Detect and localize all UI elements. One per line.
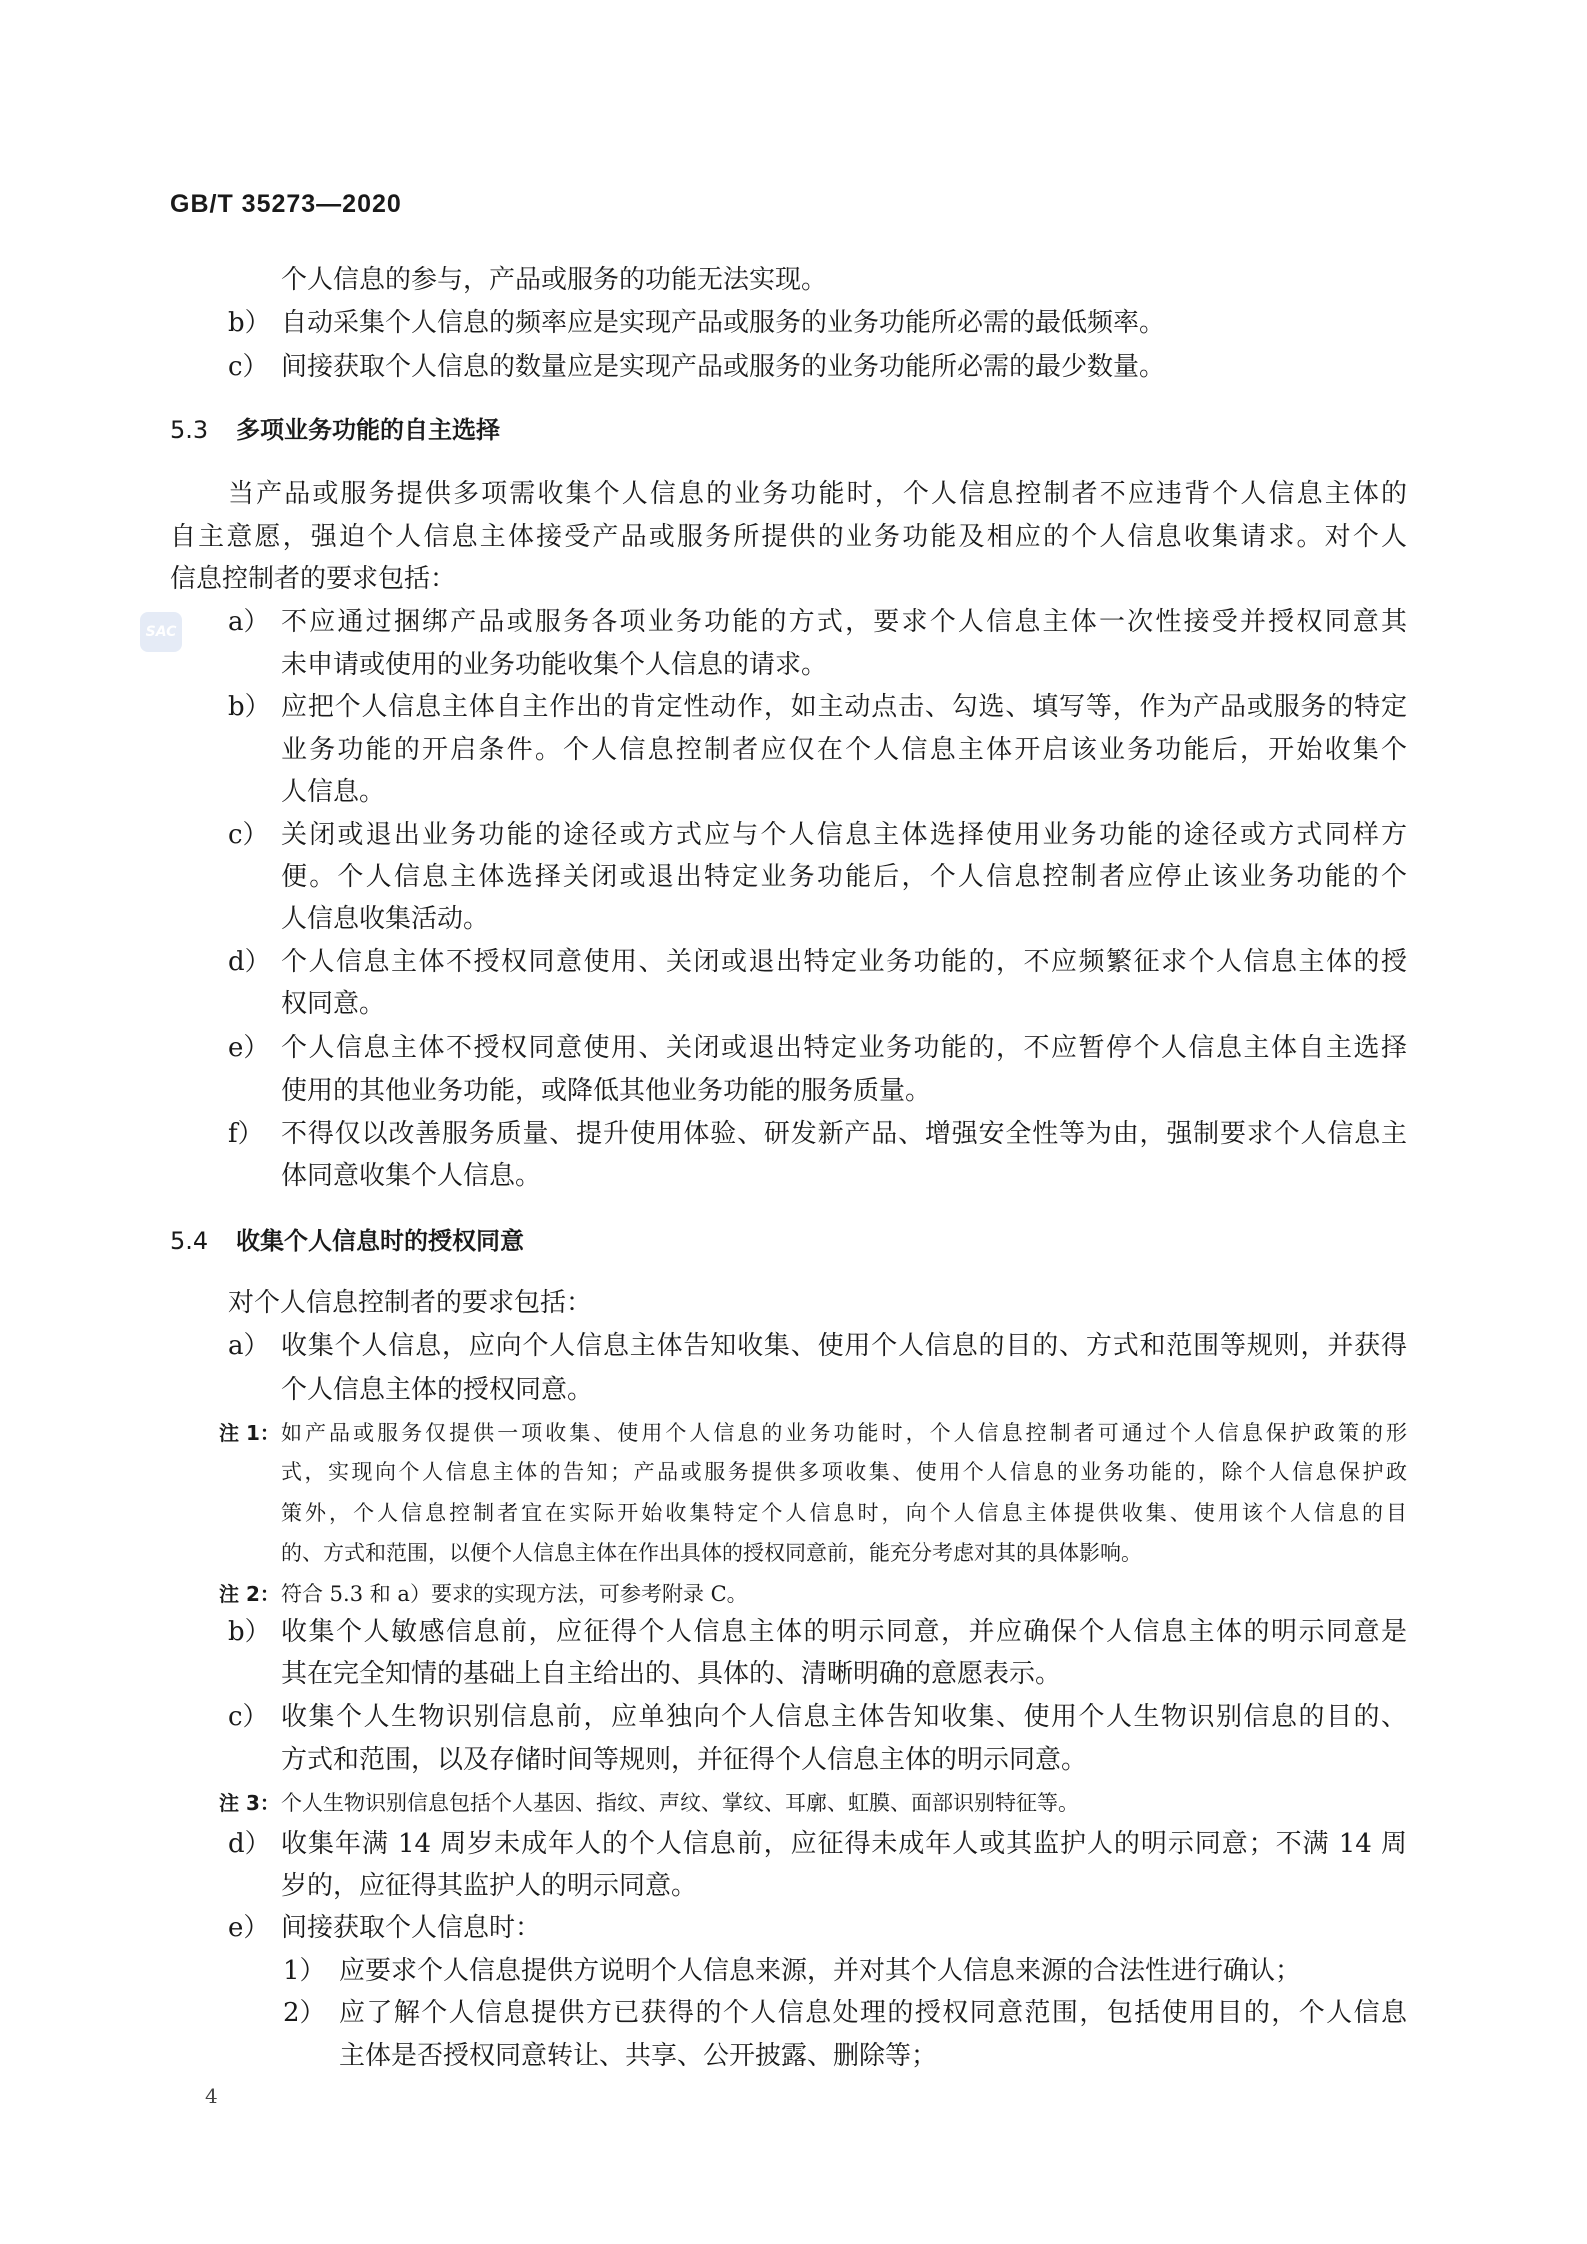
- note-text: 符合 5.3 和 a）要求的实现方法，可参考附录 C。: [281, 1582, 748, 1606]
- text-line: 应了解个人信息提供方已获得的个人信息处理的授权同意范围，包括使用目的，个人信息: [339, 1998, 1407, 2028]
- item-label: a）: [228, 1331, 270, 1361]
- item-label: b）: [228, 1617, 271, 1647]
- text-line: 收集年满 14 周岁未成年人的个人信息前，应征得未成年人或其监护人的明示同意；不满 14 周: [281, 1829, 1407, 1859]
- text-line: 应把个人信息主体自主作出的肯定性动作，如主动点击、勾选、填写等，作为产品或服务的特定: [281, 692, 1407, 722]
- text-line: 个人信息主体不授权同意使用、关闭或退出特定业务功能的，不应暂停个人信息主体自主选择: [281, 1033, 1407, 1063]
- text-line: 应要求个人信息提供方说明个人信息来源，并对其个人信息来源的合法性进行确认；: [339, 1956, 1302, 1986]
- section-number: 5.3: [170, 416, 209, 444]
- text-line: 式，实现向个人信息主体的告知；产品或服务提供多项收集、使用个人信息的业务功能的，除个人信息保护政: [281, 1460, 1407, 1484]
- text-line: 个人信息主体不授权同意使用、关闭或退出特定业务功能的，不应频繁征求个人信息主体的授: [281, 947, 1407, 977]
- text-line: 人信息。: [281, 777, 386, 807]
- item-label: 1）: [283, 1956, 326, 1986]
- text-line: 收集个人生物识别信息前，应单独向个人信息主体告知收集、使用个人生物识别信息的目的、: [281, 1702, 1407, 1732]
- item-label: e）: [228, 1913, 270, 1943]
- text-line: 如产品或服务仅提供一项收集、使用个人信息的业务功能时，个人信息控制者可通过个人信息保护政策的形: [281, 1421, 1407, 1445]
- section-heading-5-4: [170, 1224, 524, 1258]
- text-line: 自动采集个人信息的频率应是实现产品或服务的业务功能所必需的最低频率。: [281, 308, 1166, 338]
- text-line: 个人信息的参与，产品或服务的功能无法实现。: [281, 265, 828, 295]
- page-number: 4: [205, 2084, 218, 2108]
- text-line: 自主意愿，强迫个人信息主体接受产品或服务所提供的业务功能及相应的个人信息收集请求。对个人: [170, 522, 1407, 552]
- item-label: 注 1：: [219, 1421, 280, 1445]
- text-line: 收集个人敏感信息前，应征得个人信息主体的明示同意，并应确保个人信息主体的明示同意是: [281, 1617, 1407, 1647]
- text-line: 不得仅以改善服务质量、提升使用体验、研发新产品、增强安全性等为由，强制要求个人信息主: [281, 1119, 1407, 1149]
- text-line: 的、方式和范围，以便个人信息主体在作出具体的授权同意前，能充分考虑对其的具体影响。: [281, 1541, 1142, 1565]
- item-label: d）: [228, 1829, 271, 1859]
- text-line: 对个人信息控制者的要求包括：: [228, 1288, 593, 1318]
- text-line: 间接获取个人信息的数量应是实现产品或服务的业务功能所必需的最少数量。: [281, 352, 1166, 382]
- text-line: 未申请或使用的业务功能收集个人信息的请求。: [281, 650, 828, 680]
- text-line: 方式和范围，以及存储时间等规则，并征得个人信息主体的明示同意。: [281, 1745, 1088, 1775]
- item-label: c）: [228, 820, 269, 850]
- item-label: 2）: [283, 1998, 326, 2028]
- item-label: b）: [228, 308, 271, 338]
- item-label: b）: [228, 692, 271, 722]
- item-label: a）: [228, 607, 270, 637]
- text-line: 不应通过捆绑产品或服务各项业务功能的方式，要求个人信息主体一次性接受并授权同意其: [281, 607, 1407, 637]
- text-line: 个人信息主体的授权同意。: [281, 1375, 594, 1405]
- item-label: c）: [228, 1702, 269, 1732]
- note-text: 个人生物识别信息包括个人基因、指纹、声纹、掌纹、耳廓、虹膜、面部识别特征等。: [281, 1791, 1079, 1815]
- text-line: 权同意。: [281, 989, 386, 1019]
- section-number: 5.4: [170, 1227, 209, 1255]
- text-line: 关闭或退出业务功能的途径或方式应与个人信息主体选择使用业务功能的途径或方式同样方: [281, 820, 1407, 850]
- note-label: 注 3：: [219, 1791, 280, 1815]
- text-line: 其在完全知情的基础上自主给出的、具体的、清晰明确的意愿表示。: [281, 1659, 1062, 1689]
- sac-watermark-logo: SAC: [140, 612, 182, 652]
- text-line: 主体是否授权同意转让、共享、公开披露、删除等；: [339, 2041, 938, 2071]
- text-line: 间接获取个人信息时：: [281, 1913, 542, 1943]
- item-label: e）: [228, 1033, 270, 1063]
- text-line: 业务功能的开启条件。个人信息控制者应仅在个人信息主体开启该业务功能后，开始收集个: [281, 735, 1407, 765]
- text-line: 收集个人信息，应向个人信息主体告知收集、使用个人信息的目的、方式和范围等规则，并获得: [281, 1331, 1407, 1361]
- text-line: 体同意收集个人信息。: [281, 1161, 542, 1191]
- item-label: f）: [228, 1119, 264, 1149]
- section-title: 收集个人信息时的授权同意: [236, 1227, 524, 1255]
- note-label: 注 2：: [219, 1582, 280, 1606]
- item-label: c）: [228, 352, 269, 382]
- section-heading-5-3: [170, 413, 500, 447]
- section-title: 多项业务功能的自主选择: [236, 416, 500, 444]
- item-label: d）: [228, 947, 271, 977]
- text-line: 策外，个人信息控制者宜在实际开始收集特定个人信息时，向个人信息主体提供收集、使用该个人信息的目: [281, 1501, 1407, 1525]
- text-line: 人信息收集活动。: [281, 904, 490, 934]
- text-line: 岁的，应征得其监护人的明示同意。: [281, 1871, 698, 1901]
- text-line: 便。个人信息主体选择关闭或退出特定业务功能后，个人信息控制者应停止该业务功能的个: [281, 862, 1407, 892]
- text-line: 信息控制者的要求包括：: [170, 564, 457, 594]
- text-line: 使用的其他业务功能，或降低其他业务功能的服务质量。: [281, 1076, 932, 1106]
- text-line: 当产品或服务提供多项需收集个人信息的业务功能时，个人信息控制者不应违背个人信息主体的: [228, 479, 1407, 509]
- document-header: GB/T 35273—2020: [170, 190, 402, 218]
